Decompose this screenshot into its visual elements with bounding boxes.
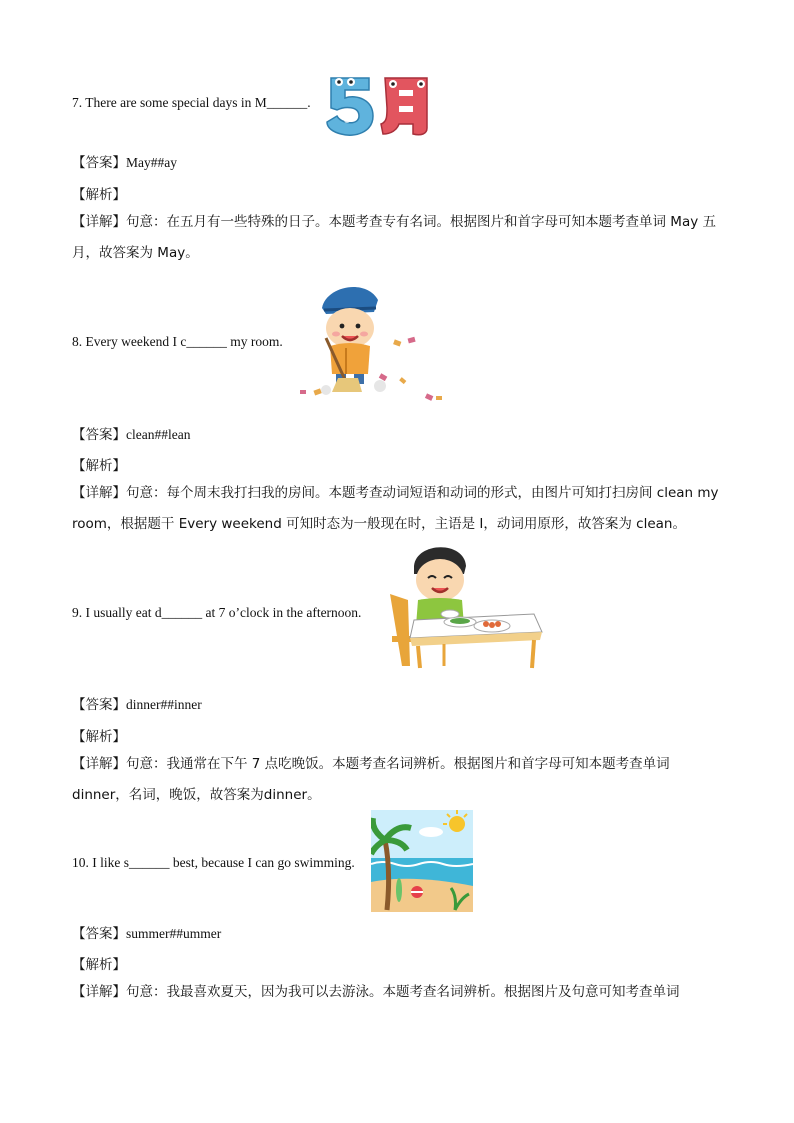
detail-label: 【详解】 [72, 756, 126, 772]
detail-text: 句意：每个周末我打扫我的房间。本题考查动词短语和动词的形式，由图片可知打扫房间 clean my room，根据题干 Every weekend 可知时态为一般现在时，主语是 I，动词用原形，故答案为 clean。 [72, 485, 719, 532]
question-9-analysis-label: 【解析】 [72, 729, 126, 745]
answer-blank: ______ [129, 855, 170, 870]
question-7-detail [72, 207, 722, 269]
question-9-detail [72, 749, 722, 811]
boy-sweeping-illustration [296, 278, 446, 408]
question-10-answer [72, 922, 221, 942]
question-10-detail [72, 977, 722, 1008]
stem-before: Every weekend I c [85, 334, 187, 349]
stem-before: I like s [92, 855, 129, 870]
detail-label: 【详解】 [72, 485, 126, 501]
question-7-analysis-label: 【解析】 [72, 187, 126, 203]
answer-value: dinner##inner [126, 697, 202, 712]
question-number: 10. [72, 855, 89, 870]
answer-value: summer##ummer [126, 926, 222, 941]
detail-text: 句意：我通常在下午 7 点吃晚饭。本题考查名词辨析。根据图片和首字母可知本题考查单词 dinner，名词，晚饭，故答案为dinner。 [72, 756, 670, 803]
question-10-analysis-label: 【解析】 [72, 957, 126, 973]
question-number: 8. [72, 334, 83, 349]
answer-value: clean##lean [126, 427, 191, 442]
beach-image [371, 810, 473, 912]
answer-label: 【答案】 [72, 155, 126, 171]
answer-label: 【答案】 [72, 697, 126, 713]
question-7-stem [72, 95, 311, 111]
question-10-stem [72, 855, 355, 871]
question-8-answer [72, 423, 190, 443]
question-9-stem [72, 605, 361, 621]
question-number: 9. [72, 605, 83, 620]
may-illustration [325, 72, 437, 138]
stem-after: my room. [226, 334, 283, 349]
summer-beach-illustration [371, 810, 473, 912]
answer-blank: ______ [161, 605, 203, 620]
stem-before: There are some special days in M [85, 95, 267, 110]
detail-text: 句意：我最喜欢夏天，因为我可以去游泳。本题考查名词辨析。根据图片及句意可知考查单词 [126, 984, 680, 1000]
stem-after: . [307, 95, 311, 110]
answer-label: 【答案】 [72, 427, 126, 443]
answer-value: May##ay [126, 155, 177, 170]
question-8-analysis-label: 【解析】 [72, 458, 126, 474]
boy-eating-image [384, 540, 544, 670]
detail-text: 句意：在五月有一些特殊的日子。本题考查专有名词。根据图片和首字母可知本题考查单词 May 五月，故答案为 May。 [72, 214, 716, 261]
boy-eating-dinner-illustration [384, 540, 544, 670]
question-8-stem [72, 334, 283, 350]
detail-label: 【详解】 [72, 214, 126, 230]
question-8-detail [72, 478, 722, 540]
question-7-answer [72, 151, 177, 171]
answer-blank: ______ [186, 334, 227, 349]
stem-after: best, because I can go swimming. [169, 855, 355, 870]
boy-sweeping-image [296, 278, 446, 408]
detail-label: 【详解】 [72, 984, 126, 1000]
stem-after: at 7 o’clock in the afternoon. [202, 605, 362, 620]
may-5-month-image [325, 72, 437, 138]
stem-before: I usually eat d [85, 605, 162, 620]
question-9-answer [72, 693, 202, 713]
answer-blank: ______ [266, 95, 308, 110]
answer-label: 【答案】 [72, 926, 126, 942]
question-number: 7. [72, 95, 83, 110]
